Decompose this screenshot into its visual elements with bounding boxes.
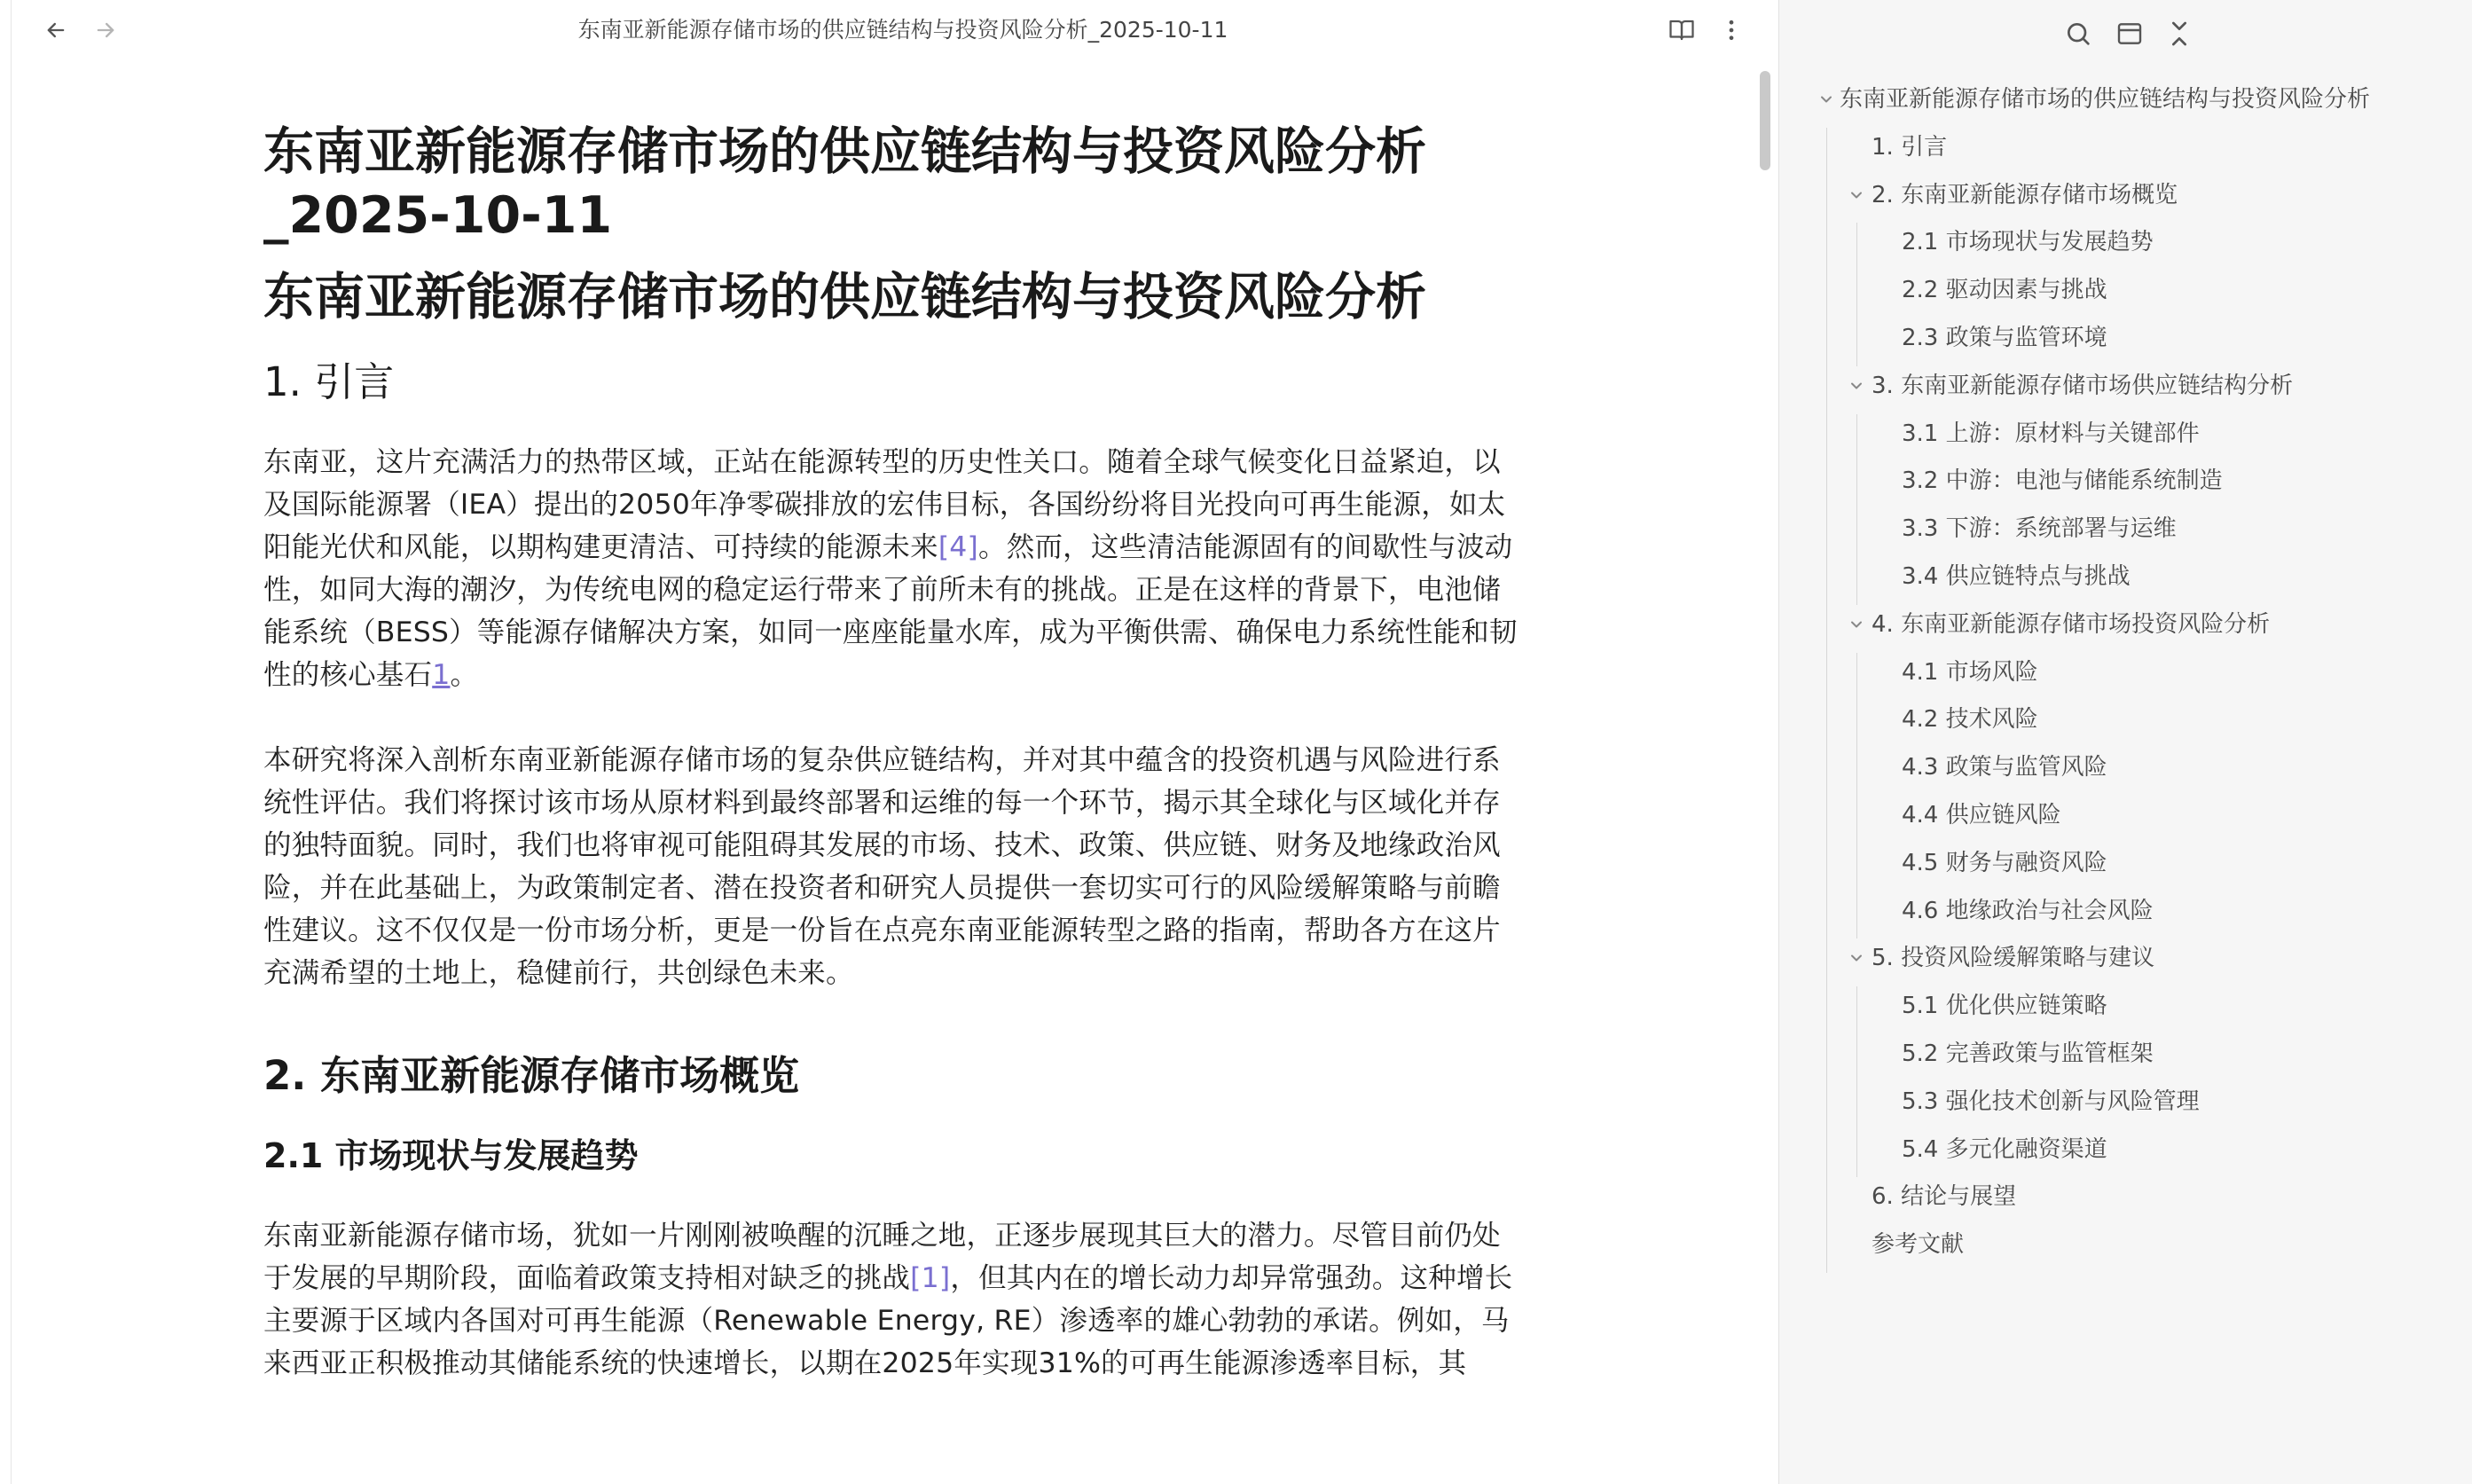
outline-item[interactable] [1902, 509, 2177, 548]
outline-item-label: 5.2 完善政策与监管框架 [1902, 1040, 2154, 1067]
citation-link[interactable]: [1] [910, 1262, 951, 1294]
outline-guide-line [1856, 653, 1857, 939]
outline-item-label: 3. 东南亚新能源存储市场供应链结构分析 [1872, 372, 2294, 399]
collapse-all-button[interactable] [2162, 16, 2197, 51]
subsection-heading-2-1: 2.1 市场现状与发展趋势 [263, 1136, 639, 1175]
outline-item[interactable] [1902, 844, 2107, 883]
outline-item[interactable] [1840, 80, 2370, 119]
outline-item-label: 4.4 供应链风险 [1902, 802, 2061, 828]
reading-view-button[interactable] [1664, 12, 1699, 48]
outline-item-label: 5.1 优化供应链策略 [1902, 993, 2107, 1020]
outline-item[interactable] [1902, 1082, 2200, 1121]
left-edge-strip [0, 0, 12, 1484]
sidebar-layout-icon [2115, 20, 2144, 48]
back-button[interactable] [38, 12, 74, 48]
paragraph [263, 441, 1523, 696]
more-vertical-icon [1718, 17, 1745, 43]
paragraph-text: 。 [450, 659, 479, 691]
search-button[interactable] [2060, 16, 2096, 51]
paragraph [263, 1214, 1523, 1385]
inline-title[interactable]: 东南亚新能源存储市场的供应链结构与投资风险分析_2025-10-11 [263, 122, 1426, 245]
outline-item[interactable] [1902, 223, 2154, 262]
outline-item-label: 4.3 政策与监管风险 [1902, 754, 2107, 781]
outline-item[interactable] [1902, 414, 2200, 453]
collapse-all-icon [2165, 20, 2193, 48]
outline-item[interactable] [1902, 700, 2038, 739]
paragraph: 本研究将深入剖析东南亚新能源存储市场的复杂供应链结构，并对其中蕴含的投资机遇与风险进行系统性评估。我们将探讨该市场从原材料到最终部署和运维的每一个环节，揭示其全球化与区域化并存的独特面貌。同时，我们也将审视可能阻碍其发展的市场、技术、政策、供应链、财务及地缘政治风险，并在此基础上，为政策制定者、潜在投资者和研究人员提供一套切实可行的风险缓解策略与前瞻性建议。这不仅仅是一份市场分析，更是一份旨在点亮东南亚能源转型之路的指南，帮助各方在这片充满希望的土地上，稳健前行，共创绿色未来。 [263, 744, 1501, 989]
outline-item-label: 4.1 市场风险 [1902, 658, 2038, 686]
arrow-left-icon [43, 18, 68, 43]
outline-item-label: 参考文献 [1872, 1231, 1965, 1259]
outline-item[interactable] [1872, 938, 2154, 978]
outline-item-label: 4. 东南亚新能源存储市场投资风险分析 [1872, 610, 2271, 638]
outline-item[interactable] [1872, 1225, 1964, 1264]
chevron-down-icon[interactable] [1847, 176, 1866, 215]
outline-item-label: 2. 东南亚新能源存储市场概览 [1872, 181, 2178, 208]
section-heading-1: 1. 引言 [263, 358, 395, 405]
outline-item[interactable] [1902, 318, 2107, 357]
document-content [263, 120, 1523, 1427]
document-heading: 东南亚新能源存储市场的供应链结构与投资风险分析 [263, 268, 1426, 326]
outline-item[interactable] [1872, 605, 2270, 644]
outline-item-label: 东南亚新能源存储市场的供应链结构与投资风险分析 [1840, 86, 2371, 113]
outline-item-label: 4.2 技术风险 [1902, 706, 2038, 734]
outline-item[interactable] [1872, 128, 1947, 167]
book-open-icon [1668, 17, 1695, 43]
search-icon [2064, 20, 2092, 48]
outline-guide-line [1826, 128, 1827, 1273]
scrollbar-thumb[interactable] [1760, 71, 1770, 170]
outline-item-label: 6. 结论与展望 [1872, 1183, 2017, 1211]
outline-item-label: 3.4 供应链特点与挑战 [1902, 563, 2131, 590]
outline-item-label: 2.3 政策与监管环境 [1902, 325, 2107, 351]
outline-item-label: 5. 投资风险缓解策略与建议 [1872, 945, 2155, 972]
editor-header [12, 0, 1778, 60]
outline-guide-line [1856, 986, 1857, 1177]
outline-item[interactable] [1902, 557, 2131, 596]
outline-item[interactable] [1902, 1130, 2107, 1169]
outline-item[interactable] [1902, 653, 2038, 692]
paragraph-text: 。然而，这些清洁能源固有的间歇性与波动性，如同大海的潮汐，为传统电网的稳定运行带来了前所未有的挑战。正是在这样的背景下，电池储能系统（BESS）等能源存储解决方案，如同一座座能量水库，成为平衡供需、确保电力系统性能和韧性的核心基石 [263, 531, 1518, 691]
outline-item-label: 1. 引言 [1872, 133, 1948, 161]
outline-item[interactable] [1902, 461, 2223, 500]
chevron-down-icon[interactable] [1847, 366, 1866, 405]
header-document-title[interactable]: 东南亚新能源存储市场的供应链结构与投资风险分析_2025-10-11 [577, 17, 1228, 43]
layout-toggle-button[interactable] [2112, 16, 2147, 51]
more-options-button[interactable] [1714, 12, 1749, 48]
arrow-right-icon [93, 18, 118, 43]
outline-item-label: 3.1 上游：原材料与关键部件 [1902, 420, 2200, 447]
outline-item-label: 5.4 多元化融资渠道 [1902, 1135, 2107, 1163]
section-heading-2: 2. 东南亚新能源存储市场概览 [263, 1052, 800, 1099]
outline-item-label: 3.2 中游：电池与储能系统制造 [1902, 467, 2223, 495]
outline-guide-line [1856, 223, 1857, 365]
outline-item[interactable] [1872, 366, 2293, 405]
citation-link[interactable]: [4] [938, 531, 979, 563]
outline-item[interactable] [1902, 271, 2107, 310]
outline-sidebar [1778, 0, 2472, 1484]
outline-item[interactable] [1902, 1034, 2154, 1073]
outline-item-label: 5.3 强化技术创新与风险管理 [1902, 1087, 2200, 1115]
outline-item-label: 2.1 市场现状与发展趋势 [1902, 229, 2154, 256]
paragraph-text: 东南亚新能源存储市场，犹如一片刚刚被唤醒的沉睡之地，正逐步展现其巨大的潜力。尽管目前仍处于发展的早期阶段，面临着政策支持相对缺乏的挑战 [263, 1220, 1501, 1294]
outline-item[interactable] [1902, 796, 2061, 835]
outline-item-label: 4.6 地缘政治与社会风险 [1902, 897, 2154, 924]
outline-item[interactable] [1902, 986, 2107, 1025]
outline-item-label: 2.2 驱动因素与挑战 [1902, 277, 2107, 304]
outline-item-label: 3.3 下游：系统部署与运维 [1902, 515, 2177, 543]
outline-item[interactable] [1872, 1177, 2016, 1216]
citation-link[interactable]: 1 [432, 659, 451, 691]
outline-item[interactable] [1872, 176, 2178, 215]
outline-item[interactable] [1902, 748, 2107, 787]
forward-button[interactable] [88, 12, 123, 48]
chevron-down-icon[interactable] [1817, 80, 1836, 119]
paragraph-text: 东南亚，这片充满活力的热带区域，正站在能源转型的历史性关口。随着全球气候变化日益紧迫，以及国际能源署（IEA）提出的2050年净零碳排放的宏伟目标，各国纷纷将目光投向可再生能源，如太阳能光伏和风能，以期构建更清洁、可持续的能源未来 [263, 446, 1506, 563]
outline-item[interactable] [1902, 891, 2154, 930]
editor-pane [12, 0, 1778, 1484]
outline-guide-line [1856, 414, 1857, 605]
outline-item-label: 4.5 财务与融资风险 [1902, 849, 2107, 876]
chevron-down-icon[interactable] [1847, 938, 1866, 978]
paragraph-text: ，但其内在的增长动力却异常强劲。这种增长主要源于区域内各国对可再生能源（Renewable Energy, RE）渗透率的雄心勃勃的承诺。例如，马来西亚正积极推动其储能系统的快速增长，以期在2025年实现31%的可再生能源渗透率目标，其 [263, 1262, 1513, 1379]
chevron-down-icon[interactable] [1847, 605, 1866, 644]
